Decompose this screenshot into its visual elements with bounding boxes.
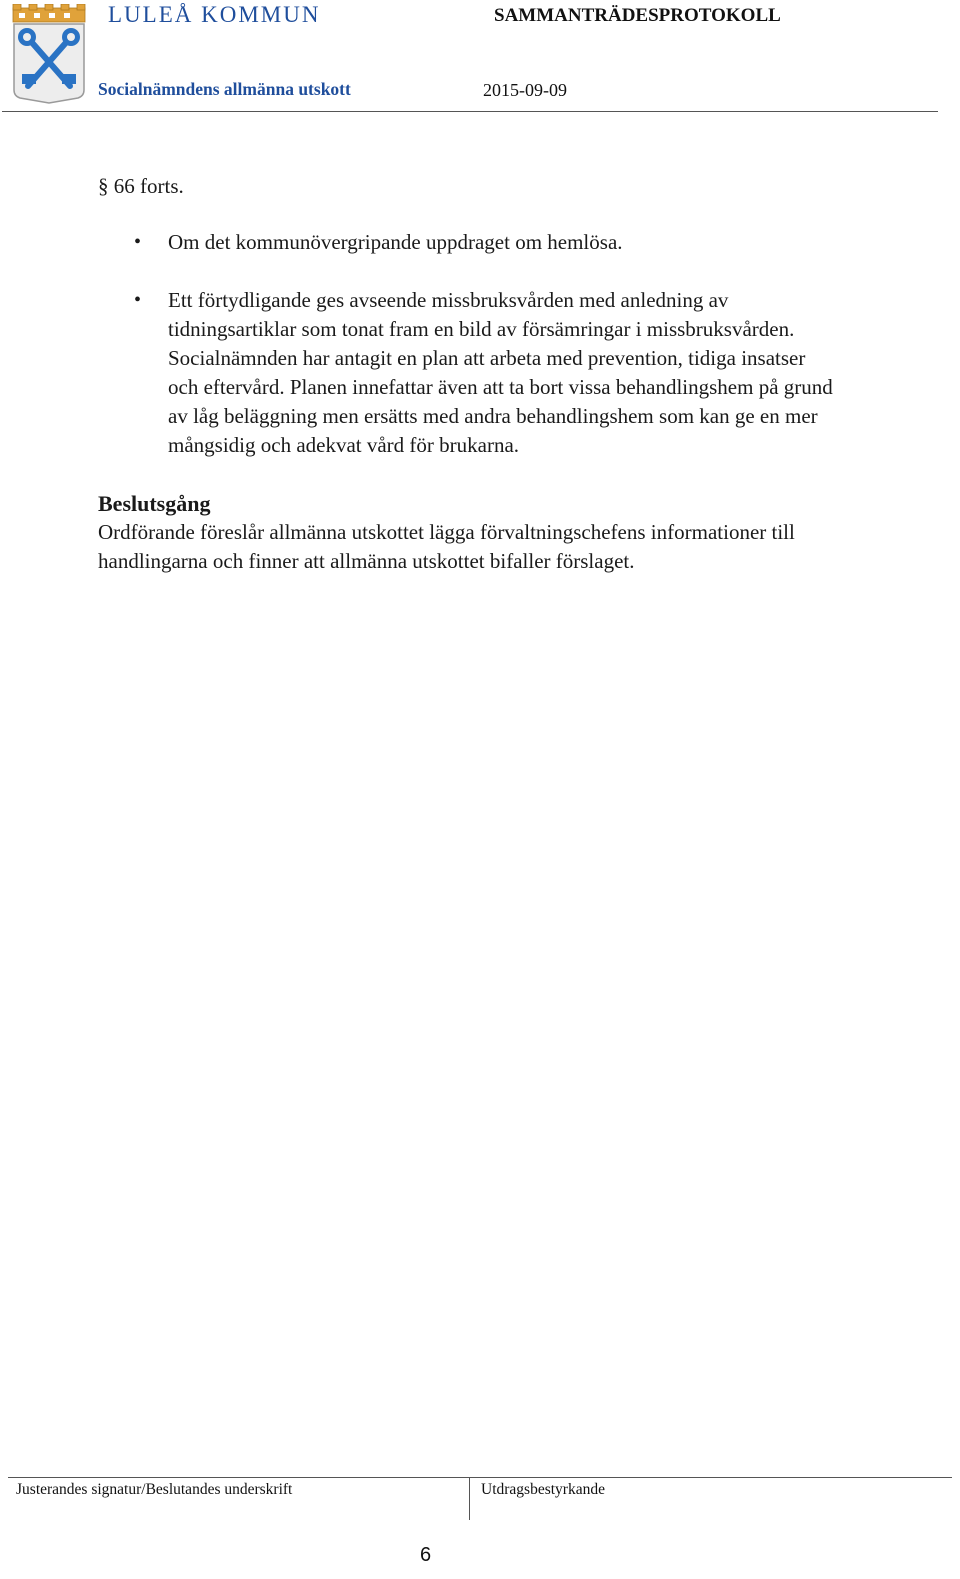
certification-label: Utdragsbestyrkande: [481, 1481, 605, 1498]
organization-name: LULEÅ KOMMUN: [108, 2, 321, 27]
list-item-text: Ett förtydligande ges avseende missbruksvården med anledning av tidningsartiklar som tonat fram en bild av försämringar i missbruksvården. Socialnämnden har antagit en plan att arbeta med prevention, tidiga insatser och eftervård. Planen innefattar även att ta bort vissa behandlingshem på grund av låg beläggning men ersätts med andra behandlingshem som kan ge en mer mångsidig och adekvat vård för brukarna.: [168, 288, 833, 457]
bullet-icon: •: [134, 289, 142, 311]
list-item: [98, 286, 838, 460]
document-body: [98, 172, 838, 576]
list-item-text: Om det kommunövergripande uppdraget om hemlösa.: [168, 230, 623, 254]
footer-column-divider: [469, 1477, 470, 1520]
section-reference: § 66 forts.: [98, 174, 184, 198]
page-number: 6: [420, 1544, 432, 1566]
bullet-icon: •: [134, 231, 142, 253]
lulea-coat-of-arms-icon: [10, 4, 88, 104]
committee-name: Socialnämndens allmänna utskott: [98, 79, 351, 99]
header-divider: [2, 111, 938, 112]
footer-divider: [8, 1477, 952, 1478]
section-heading: Beslutsgång: [98, 491, 211, 516]
document-type: SAMMANTRÄDESPROTOKOLL: [494, 5, 781, 26]
bullet-list: [98, 228, 838, 460]
signature-label: Justerandes signatur/Beslutandes underskrift: [16, 1481, 293, 1498]
decision-paragraph: Ordförande föreslår allmänna utskottet lägga förvaltningschefens informationer till handlingarna och finner att allmänna utskottet bifaller förslaget.: [98, 520, 795, 573]
meeting-date: 2015-09-09: [483, 80, 567, 100]
list-item: [98, 228, 838, 257]
